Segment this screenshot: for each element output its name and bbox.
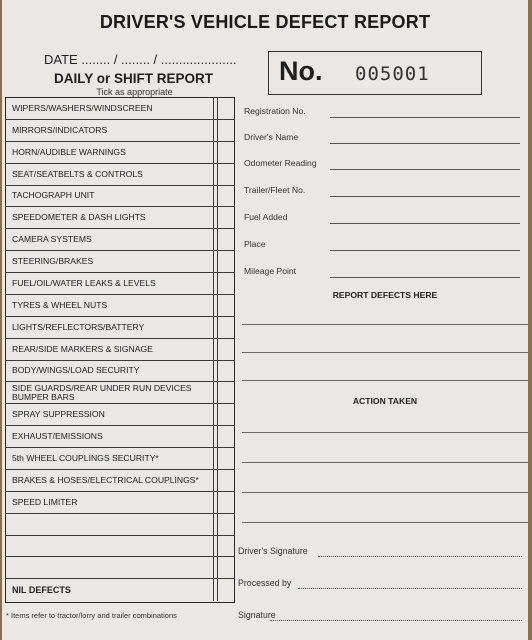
defect-line-3[interactable]: [242, 380, 528, 381]
serial-number-label: No.: [279, 56, 323, 86]
tick-box[interactable]: [217, 317, 234, 338]
action-taken-heading: ACTION TAKEN: [352, 396, 418, 406]
signature-label: Signature: [238, 610, 276, 620]
checklist-row: [6, 273, 234, 295]
checklist-row: [6, 98, 234, 120]
signature-field: [238, 578, 528, 592]
checklist-item-label: EXHAUST/EMISSIONS: [6, 426, 214, 447]
tick-box[interactable]: [217, 120, 234, 141]
checklist-item-label: SEAT/SEATBELTS & CONTROLS: [6, 164, 214, 185]
checklist-row: [6, 361, 234, 383]
checklist-item-label: TACHOGRAPH UNIT: [6, 186, 214, 207]
checklist-item-label: SPRAY SUPPRESSION: [6, 404, 214, 425]
tick-box[interactable]: [217, 207, 234, 228]
vehicle-field-label: Mileage Point: [244, 266, 297, 276]
vehicle-field: [244, 266, 528, 280]
vehicle-field: [244, 212, 528, 226]
checklist-row: [6, 492, 234, 514]
checklist-row: [6, 448, 234, 470]
action-line-2[interactable]: [242, 462, 528, 463]
tick-box[interactable]: [217, 536, 234, 557]
checklist-item-label: HORN/AUDIBLE WARNINGS: [6, 142, 214, 163]
tick-box[interactable]: [217, 470, 234, 491]
signature-line[interactable]: [318, 556, 522, 557]
tick-box[interactable]: [217, 229, 234, 250]
vehicle-field-label: Odometer Reading: [244, 158, 317, 168]
checklist-row: [6, 514, 234, 536]
defect-line-1[interactable]: [242, 324, 528, 325]
tick-box[interactable]: [217, 361, 234, 382]
defect-report-sheet: [2, 0, 528, 640]
checklist-item-label: TYRES & WHEEL NUTS: [6, 295, 214, 316]
report-type-heading: DAILY or SHIFT REPORT: [54, 71, 214, 86]
checklist-row: [6, 339, 234, 361]
tick-box[interactable]: [217, 273, 234, 294]
vehicle-field-label: Trailer/Fleet No.: [244, 185, 306, 195]
action-line-4[interactable]: [242, 522, 528, 523]
vehicle-field-line[interactable]: [330, 143, 520, 144]
checklist-item-label: CAMERA SYSTEMS: [6, 229, 214, 250]
action-line-1[interactable]: [242, 432, 528, 433]
checklist-row: [6, 120, 234, 142]
checklist-item-label: BODY/WINGS/LOAD SECURITY: [6, 361, 214, 382]
vehicle-field-label: Driver's Name: [244, 132, 299, 142]
checklist-item-label: [6, 514, 214, 535]
checklist-row: [6, 404, 234, 426]
defect-line-2[interactable]: [242, 352, 528, 353]
checklist-item-label: SPEEDOMETER & DASH LIGHTS: [6, 207, 214, 228]
vehicle-field-line[interactable]: [330, 223, 520, 224]
vehicle-field-label: Fuel Added: [244, 212, 288, 222]
checklist-row: [6, 426, 234, 448]
footnote: * Items refer to tractor/lorry and trailer combinations: [6, 611, 177, 620]
signature-field: [238, 546, 528, 560]
vehicle-field: [244, 132, 528, 146]
checklist-row: [6, 317, 234, 339]
vehicle-field-label: Place: [244, 239, 266, 249]
report-title: DRIVER'S VEHICLE DEFECT REPORT: [99, 12, 431, 32]
vehicle-field: [244, 185, 528, 199]
report-defects-heading: REPORT DEFECTS HERE: [332, 290, 438, 300]
checklist-row: [6, 579, 234, 601]
tick-box[interactable]: [217, 557, 234, 578]
tick-box[interactable]: [217, 186, 234, 207]
checklist-row: [6, 536, 234, 558]
signature-line[interactable]: [298, 588, 522, 589]
tick-box[interactable]: [217, 142, 234, 163]
checklist-item-label: MIRRORS/INDICATORS: [6, 120, 214, 141]
serial-number-box: [268, 51, 482, 95]
vehicle-field: [244, 106, 528, 120]
vehicle-field-label: Registration No.: [244, 106, 306, 116]
checklist-row: [6, 186, 234, 208]
serial-number-value: 005001: [355, 63, 430, 85]
tick-box[interactable]: [217, 339, 234, 360]
vehicle-field-line[interactable]: [330, 169, 520, 170]
signature-field: [238, 610, 528, 624]
tick-box[interactable]: [217, 382, 234, 403]
checklist-item-label: REAR/SIDE MARKERS & SIGNAGE: [6, 339, 214, 360]
tick-box[interactable]: [217, 426, 234, 447]
checklist-item-label: [6, 536, 214, 557]
tick-note: Tick as appropriate: [96, 87, 173, 97]
checklist-row: [6, 207, 234, 229]
checklist-item-label: 5th WHEEL COUPLINGS SECURITY*: [6, 448, 214, 469]
date-field[interactable]: DATE ........ / ........ / .....................: [44, 52, 237, 67]
checklist-item-label: LIGHTS/REFLECTORS/BATTERY: [6, 317, 214, 338]
checklist-item-label: SIDE GUARDS/REAR UNDER RUN DEVICES BUMPER BARS: [6, 382, 214, 403]
checklist-item-label: FUEL/OIL/WATER LEAKS & LEVELS: [6, 273, 214, 294]
checklist-table: [5, 97, 235, 603]
tick-box[interactable]: [217, 164, 234, 185]
checklist-item-label: BRAKES & HOSES/ELECTRICAL COUPLINGS*: [6, 470, 214, 491]
tick-box[interactable]: [217, 448, 234, 469]
checklist-row: [6, 470, 234, 492]
checklist-item-label: [6, 557, 214, 578]
tick-box[interactable]: [217, 404, 234, 425]
vehicle-field-line[interactable]: [330, 117, 520, 118]
tick-box[interactable]: [217, 514, 234, 535]
checklist-item-label: NIL DEFECTS: [6, 579, 214, 601]
signature-line[interactable]: [270, 620, 522, 621]
vehicle-field-line[interactable]: [330, 277, 520, 278]
vehicle-field: [244, 239, 528, 253]
checklist-row: [6, 557, 234, 579]
vehicle-field-line[interactable]: [330, 196, 520, 197]
action-line-3[interactable]: [242, 492, 528, 493]
tick-box[interactable]: [217, 251, 234, 272]
tick-box[interactable]: [217, 492, 234, 513]
checklist-row: [6, 295, 234, 317]
signature-label: Processed by: [238, 578, 292, 588]
checklist-item-label: SPEED LIMITER: [6, 492, 214, 513]
tick-box[interactable]: [217, 579, 234, 601]
tick-box[interactable]: [217, 98, 234, 119]
vehicle-field: [244, 158, 528, 172]
checklist-item-label: STEERING/BRAKES: [6, 251, 214, 272]
checklist-row: [6, 229, 234, 251]
vehicle-field-line[interactable]: [330, 250, 520, 251]
checklist-row: [6, 142, 234, 164]
checklist-item-label: WIPERS/WASHERS/WINDSCREEN: [6, 98, 214, 119]
signature-label: Driver's Signature: [238, 546, 308, 556]
checklist-row: [6, 382, 234, 404]
checklist-row: [6, 164, 234, 186]
checklist-row: [6, 251, 234, 273]
tick-box[interactable]: [217, 295, 234, 316]
